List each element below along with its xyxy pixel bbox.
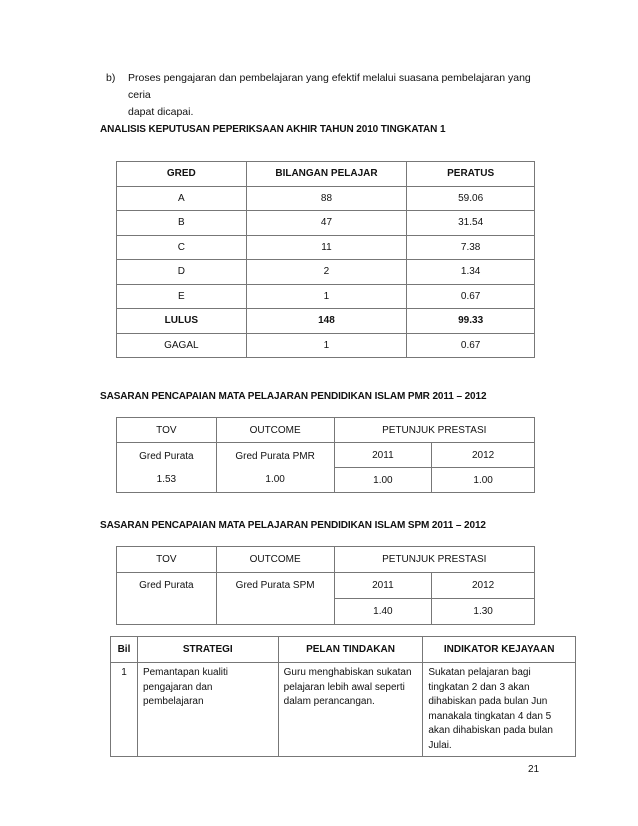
cell-peratus: 1.34: [407, 260, 535, 285]
cell-bilangan: 1: [246, 284, 407, 309]
table-row-lulus: [117, 309, 535, 334]
header-indikator-kejayaan: INDIKATOR KEJAYAAN: [423, 637, 576, 663]
strategy-table: [110, 636, 576, 757]
cell-gred: B: [117, 211, 247, 236]
table-row: [117, 211, 535, 236]
cell-gred: C: [117, 235, 247, 260]
indikator-line: Sukatan pelajaran bagi: [428, 667, 531, 678]
pmr-target-table: [116, 417, 535, 493]
analysis-heading: ANALISIS KEPUTUSAN PEPERIKSAAN AKHIR TAHUN 2010 TINGKATAN 1: [100, 124, 446, 135]
cell-bilangan: 47: [246, 211, 407, 236]
header-bil: Bil: [111, 637, 138, 663]
indikator-line: dihabiskan pada bulan Jun: [428, 696, 548, 707]
indikator-line: tingkatan 2 dan 3 akan: [428, 681, 530, 693]
header-tov: TOV: [117, 547, 217, 573]
year-2012-value: 1.30: [432, 599, 535, 625]
cell-bilangan: 1: [246, 333, 407, 358]
pmr-target-heading: SASARAN PENCAPAIAN MATA PELAJARAN PENDIDIKAN ISLAM PMR 2011 – 2012: [100, 391, 487, 402]
year-2011: 2011: [334, 443, 432, 468]
cell-strategi: [137, 663, 278, 757]
header-petunjuk-prestasi: PETUNJUK PRESTASI: [334, 418, 534, 443]
table-row: [117, 260, 535, 285]
outcome-cell: Gred Purata SPM: [216, 573, 334, 625]
table-row: [117, 186, 535, 211]
cell-bilangan: 148: [246, 309, 407, 334]
table-header-row: [117, 162, 535, 187]
year-2011-value: 1.40: [334, 599, 432, 625]
cell-gred: D: [117, 260, 247, 285]
cell-peratus: 59.06: [407, 186, 535, 211]
year-2011: 2011: [334, 573, 432, 599]
strategi-line: Pemantapan kualiti: [142, 667, 229, 678]
header-petunjuk-prestasi: PETUNJUK PRESTASI: [334, 547, 534, 573]
indikator-line: manakala tingkatan 4 dan 5: [428, 710, 552, 722]
spm-target-heading: SASARAN PENCAPAIAN MATA PELAJARAN PENDIDIKAN ISLAM SPM 2011 – 2012: [100, 520, 486, 531]
outcome-label: Gred Purata PMR: [235, 450, 315, 462]
header-tov: TOV: [117, 418, 217, 443]
year-2012: 2012: [432, 573, 535, 599]
cell-gred: GAGAL: [117, 333, 247, 358]
spm-target-table: [116, 546, 535, 625]
header-gred: GRED: [117, 162, 247, 187]
table-header-row: [111, 637, 576, 663]
outcome-value: 1.00: [265, 473, 285, 485]
cell-peratus: 31.54: [407, 211, 535, 236]
table-row: [117, 573, 535, 599]
cell-bil: 1: [111, 663, 138, 757]
tov-label: Gred Purata: [139, 450, 194, 462]
cell-bilangan: 11: [246, 235, 407, 260]
year-2011-value: 1.00: [334, 468, 432, 493]
indikator-line: akan dihabiskan pada bulan: [428, 725, 553, 736]
outcome-cell: [216, 443, 334, 493]
header-outcome: OUTCOME: [216, 418, 334, 443]
list-text-line-1: Proses pengajaran dan pembelajaran yang efektif melalui suasana pembelajaran yang ceria: [128, 72, 531, 101]
pelan-line: Guru menghabiskan sukatan: [283, 667, 412, 678]
cell-bilangan: 2: [246, 260, 407, 285]
pelan-line: dalam perancangan.: [283, 696, 375, 707]
header-bilangan-pelajar: BILANGAN PELAJAR: [246, 162, 407, 187]
table-header-row: [117, 418, 535, 443]
grade-analysis-table: [116, 161, 535, 358]
tov-cell: [117, 443, 217, 493]
table-row: [117, 333, 535, 358]
list-label: b): [106, 72, 116, 84]
header-pelan-tindakan: PELAN TINDAKAN: [278, 637, 423, 663]
cell-gred: LULUS: [117, 309, 247, 334]
cell-indikator-kejayaan: [423, 663, 576, 757]
tov-cell: Gred Purata: [117, 573, 217, 625]
table-row: [117, 443, 535, 468]
year-2012: 2012: [432, 443, 535, 468]
pelan-line: pelajaran lebih awal seperti: [283, 681, 405, 693]
cell-peratus: 0.67: [407, 284, 535, 309]
list-text-line-2: dapat dicapai.: [128, 106, 194, 118]
table-header-row: [117, 547, 535, 573]
cell-pelan-tindakan: [278, 663, 423, 757]
cell-bilangan: 88: [246, 186, 407, 211]
header-outcome: OUTCOME: [216, 547, 334, 573]
table-row: [111, 663, 576, 757]
table-row: [117, 235, 535, 260]
header-strategi: STRATEGI: [137, 637, 278, 663]
cell-gred: E: [117, 284, 247, 309]
list-text: [128, 70, 548, 121]
indikator-line: Julai.: [428, 739, 452, 751]
cell-peratus: 7.38: [407, 235, 535, 260]
strategi-line: pembelajaran: [142, 696, 204, 707]
cell-gred: A: [117, 186, 247, 211]
year-2012-value: 1.00: [432, 468, 535, 493]
cell-peratus: 0.67: [407, 333, 535, 358]
cell-peratus: 99.33: [407, 309, 535, 334]
tov-value: 1.53: [156, 473, 177, 485]
strategi-line: pengajaran dan: [142, 681, 213, 693]
page-number: 21: [528, 764, 540, 775]
header-peratus: PERATUS: [407, 162, 535, 187]
table-row: [117, 284, 535, 309]
